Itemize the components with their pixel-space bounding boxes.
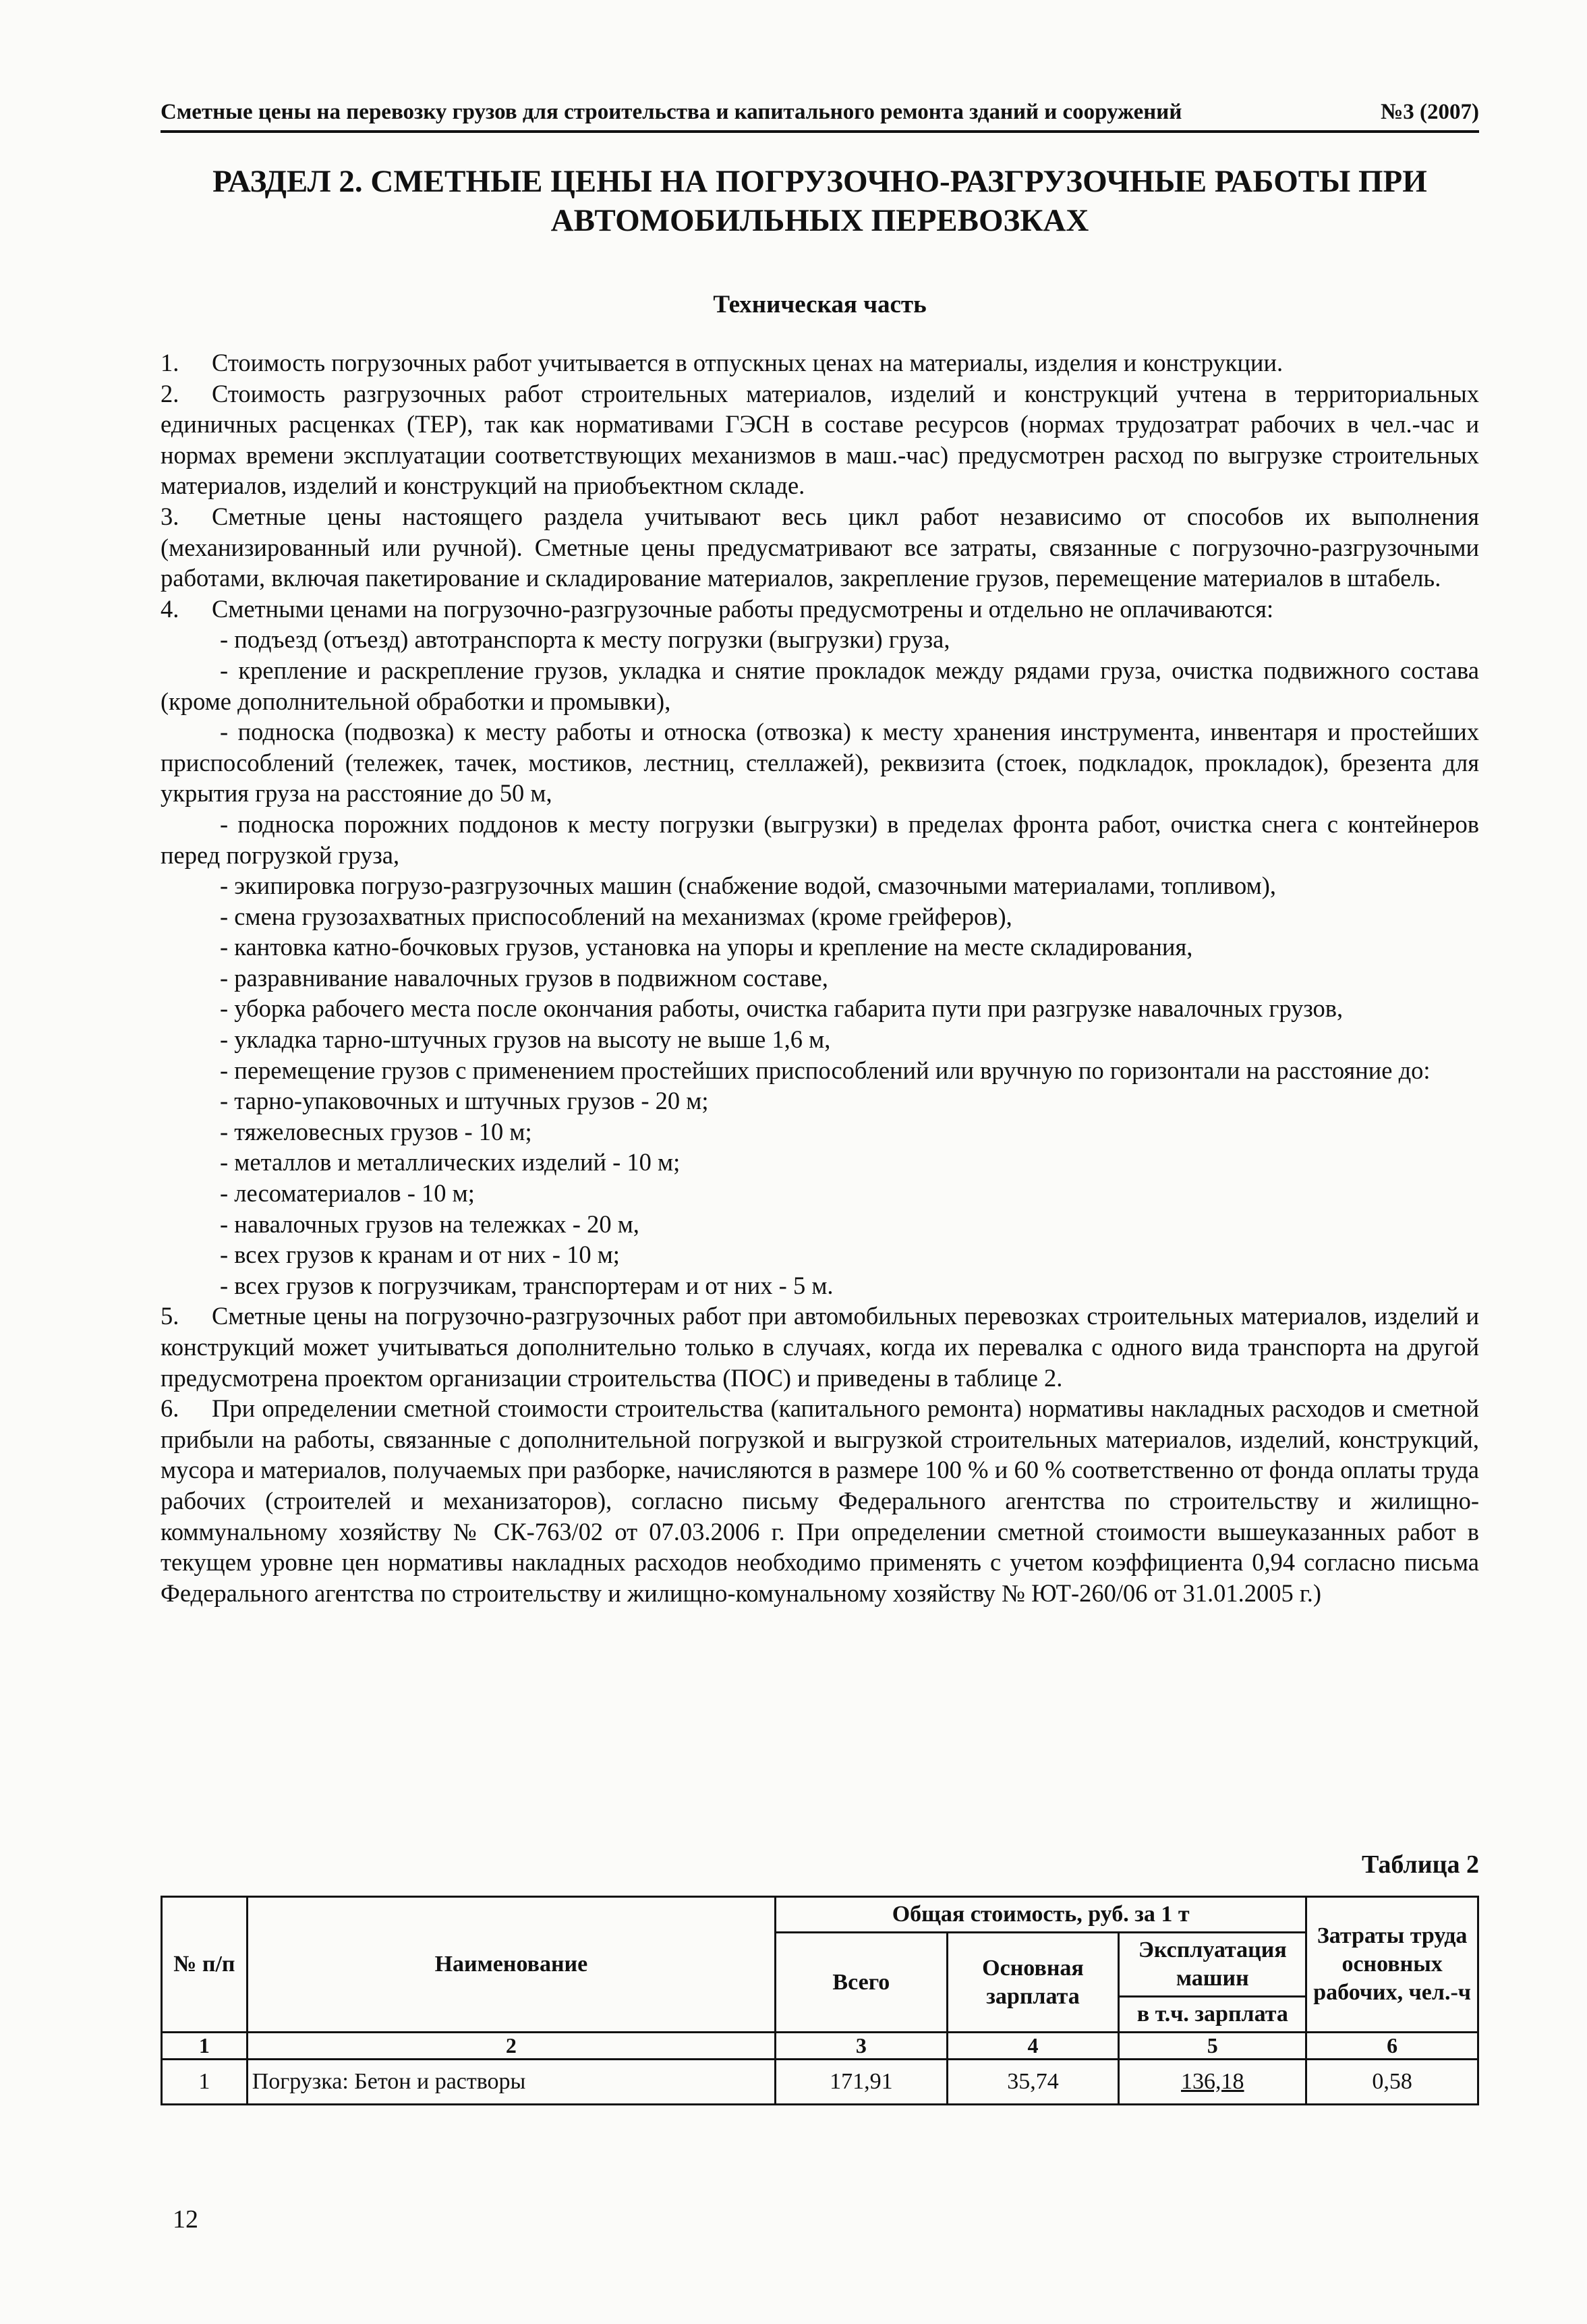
running-header — [161, 100, 1479, 133]
subitem: - всех грузов к кранам и от них - 10 м; — [220, 1241, 620, 1269]
row-num: 1 — [162, 2060, 248, 2105]
list-item-4: 4. Сметными ценами на погрузочно-разгрузочные работы предусмотрены и отдельно не оплачиваются: — [161, 594, 1274, 623]
subitem: - подноска порожних поддонов к месту погрузки (выгрузки) в пределах фронта работ, очистка снега с контейнеров перед погрузкой груза, — [161, 810, 1479, 869]
header-issue: №3 (2007) — [1381, 100, 1479, 124]
body-text — [161, 347, 1479, 1608]
column-index: 5 — [1119, 2033, 1306, 2060]
subitem: - разравнивание навалочных грузов в подвижном составе, — [220, 963, 828, 992]
list-item-3: 3. Сметные цены настоящего раздела учитывают весь цикл работ независимо от способов их выполнения (механизированный или ручной). Сметные цены предусматривают все затраты, связанные с погрузочно-разгрузочными работами, включая пакетирование и складирование материалов, закрепление грузов, перемещение материалов в штабель. — [161, 502, 1479, 592]
column-index: 4 — [947, 2033, 1119, 2060]
section-subtitle: Техническая часть — [713, 291, 927, 318]
table-row — [162, 2060, 1478, 2105]
row-total: 171,91 — [776, 2060, 948, 2105]
column-index-row — [162, 2033, 1478, 2060]
row-basic-salary: 35,74 — [947, 2060, 1119, 2105]
subitem: - подъезд (отъезд) автотранспорта к месту погрузки (выгрузки) груза, — [220, 625, 950, 654]
header-name: Наименование — [247, 1897, 775, 2033]
header-num: № п/п — [162, 1897, 248, 2033]
list-item-6: 6. При определении сметной стоимости строительства (капитального ремонта) нормативы накладных расходов и сметной прибыли на работы, связанные с дополнительной погрузкой и выгрузкой строительных материалов, изделий, конструкций, мусора и материалов, получаемых при разборке, начисляются в размере 100 % и 60 % соответственно от фонда оплаты труда рабочих (строителей и механизаторов), согласно письму Федерального агентства по строительству и жилищно-коммунальному хозяйству № СК-763/02 от 07.03.2006 г. При определении сметной стоимости вышеуказанных работ в текущем уровне цен нормативы накладных расходов необходимо применять с учетом коэффициента 0,94 согласно письма Федерального агентства по строительству и жилищно-комунальному хозяйству № ЮТ-260/06 от 31.01.2005 г.) — [161, 1394, 1479, 1607]
row-labor: 0,58 — [1306, 2060, 1478, 2105]
header-machine-ops: Эксплуатация машин — [1119, 1933, 1306, 1997]
column-index: 3 — [776, 2033, 948, 2060]
subitem: - металлов и металлических изделий - 10 м; — [220, 1148, 681, 1177]
subitem: - крепление и раскрепление грузов, укладка и снятие прокладок между рядами груза, очистка подвижного состава (кроме дополнительной обработки и промывки), — [161, 656, 1479, 715]
header-all: Всего — [776, 1933, 948, 2033]
header-total-cost: Общая стоимость, руб. за 1 т — [776, 1897, 1306, 1933]
list-item-5: 5. Сметные цены на погрузочно-разгрузочных работ при автомобильных перевозках строительных материалов, изделий и конструкций может учитываться дополнительно только в случаях, когда их перевалка с одного вида транспорта на другой предусмотрена проектом организации строительства (ПОС) и приведены в таблице 2. — [161, 1302, 1479, 1392]
subitem: - кантовка катно-бочковых грузов, установка на упоры и крепление на месте складирования, — [220, 933, 1193, 961]
header-labor: Затраты труда основных рабочих, чел.-ч — [1306, 1897, 1478, 2033]
row-name: Погрузка: Бетон и растворы — [247, 2060, 775, 2105]
subitem: - укладка тарно-штучных грузов на высоту не выше 1,6 м, — [220, 1025, 831, 1054]
table-label: Таблица 2 — [1361, 1850, 1479, 1879]
cost-table — [161, 1896, 1479, 2105]
subitem: - подноска (подвозка) к месту работы и относка (отвозка) к месту хранения инструмента, инвентаря и простейших приспособлений (тележек, тачек, мостиков, лестниц, стеллажей), реквизита (стоек, подкладок, прокладок), брезента для укрытия груза на расстояние до 50 м, — [161, 718, 1479, 807]
page-number: 12 — [173, 2205, 198, 2234]
header-basic-salary: Основная зарплата — [947, 1933, 1119, 2033]
list-item-1: 1. Стоимость погрузочных работ учитывается в отпускных ценах на материалы, изделия и конструкции. — [161, 349, 1283, 376]
column-index: 1 — [162, 2033, 248, 2060]
column-index: 2 — [247, 2033, 775, 2060]
subitem: - смена грузозахватных приспособлений на механизмах (кроме грейферов), — [220, 902, 1012, 930]
subitem: - уборка рабочего места после окончания работы, очистка габарита пути при разгрузке навалочных грузов, — [220, 994, 1344, 1023]
subitem: - всех грузов к погрузчикам, транспортерам и от них - 5 м. — [220, 1271, 834, 1299]
subitem: - экипировка погрузо-разгрузочных машин (снабжение водой, смазочными материалами, топливом), — [220, 872, 1276, 900]
row-machine-ops-value: 136,18 — [1181, 2069, 1244, 2094]
header-title: Сметные цены на перевозку грузов для строительства и капитального ремонта зданий и сооружений — [161, 100, 1182, 124]
subitem: - тяжеловесных грузов - 10 м; — [220, 1117, 532, 1145]
row-machine-ops — [1119, 2060, 1306, 2105]
subitem: - навалочных грузов на тележках - 20 м, — [220, 1210, 639, 1238]
column-index: 6 — [1306, 2033, 1478, 2060]
subitem: - перемещение грузов с применением простейших приспособлений или вручную по горизонтали на расстояние до: — [220, 1056, 1431, 1084]
header-incl-salary: в т.ч. зарплата — [1119, 1997, 1306, 2033]
list-item-2: 2. Стоимость разгрузочных работ строительных материалов, изделий и конструкций учтена в территориальных единичных расценках (ТЕР), так как нормативами ГЭСН в составе ресурсов (нормах трудозатрат рабочих в чел.-час и нормах времени эксплуатации соответствующих механизмов в маш.-час) предусмотрен расход по выгрузке строительных материалов, изделий и конструкций на приобъектном складе. — [161, 379, 1479, 500]
subitem: - лесоматериалов - 10 м; — [220, 1179, 475, 1208]
subitem: - тарно-упаковочных и штучных грузов - 20 м; — [220, 1087, 709, 1115]
section-title: РАЗДЕЛ 2. СМЕТНЫЕ ЦЕНЫ НА ПОГРУЗОЧНО-РАЗГРУЗОЧНЫЕ РАБОТЫ ПРИ АВТОМОБИЛЬНЫХ ПЕРЕВОЗКАХ — [212, 164, 1427, 238]
